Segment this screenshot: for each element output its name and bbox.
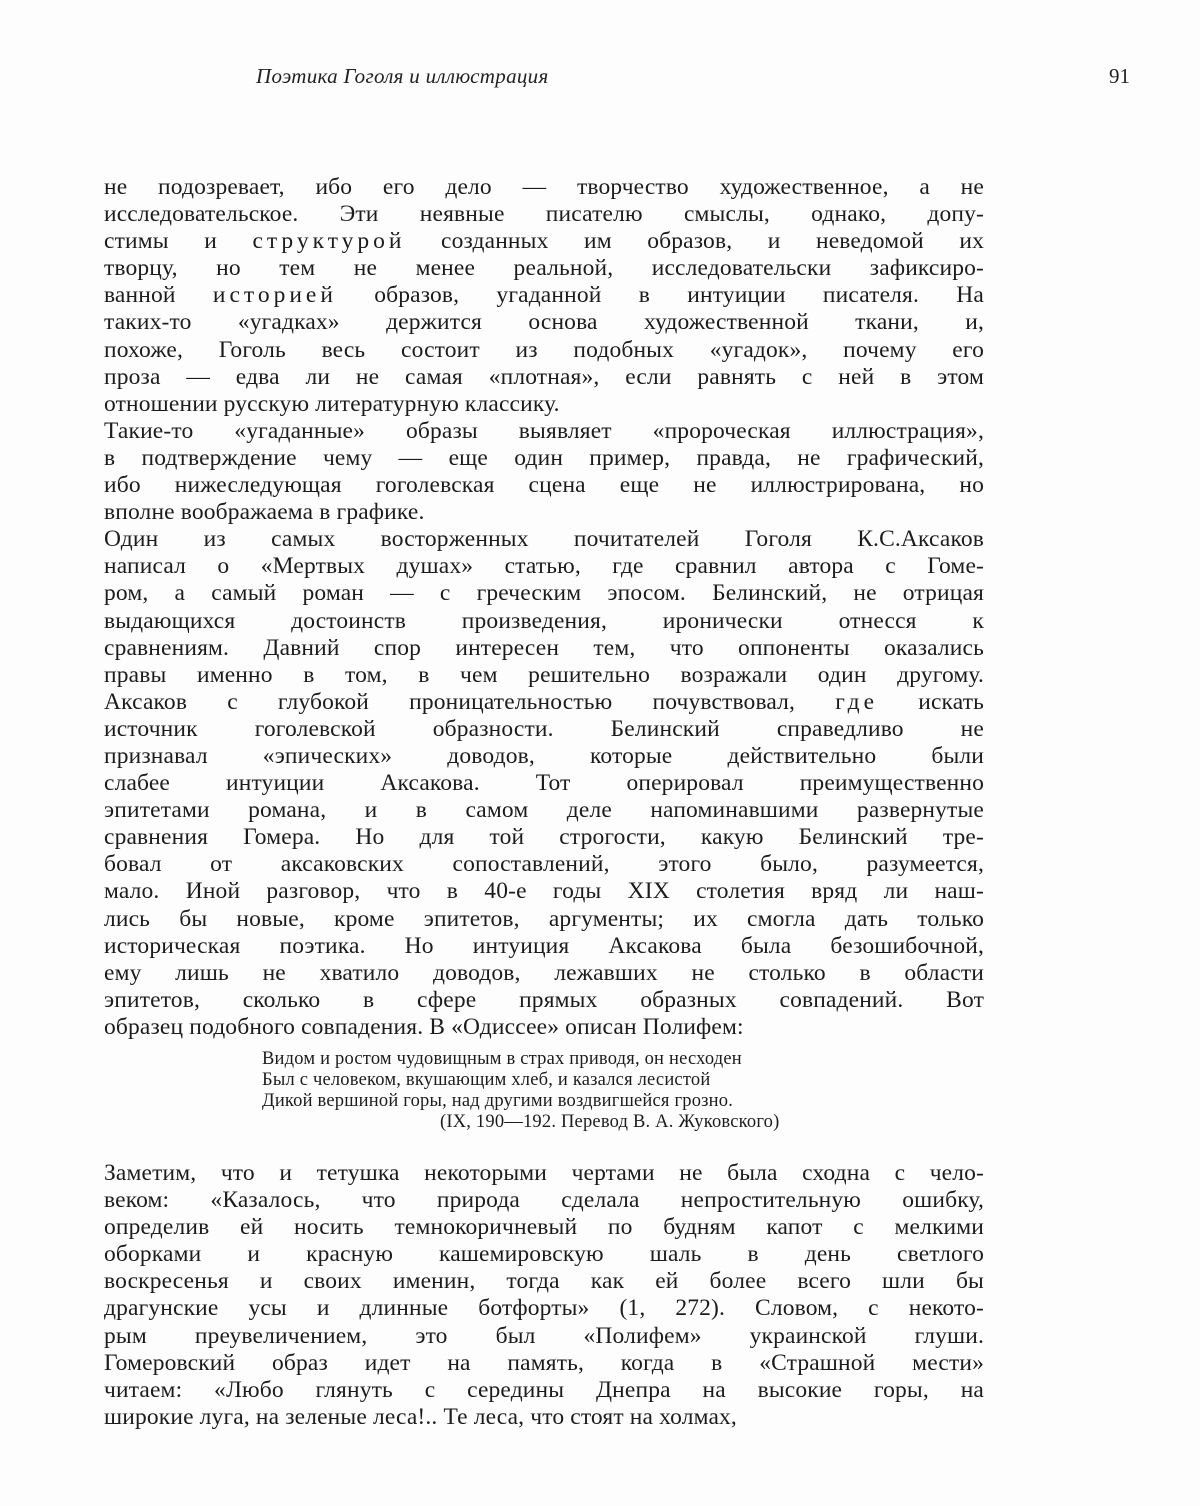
text-segment: Один из самых восторженных почитателей Гоголя К.С.Аксаков [104,526,984,553]
text-line [104,689,984,716]
text-segment: Гомеровский образ идет на память, когда в «Страшной мести» [104,1349,984,1376]
text-segment: Такие-то «угаданные» образы выявляет «пророческая иллюстрация», [104,417,984,444]
verse-source: (IX, 190—192. Перевод В. А. Жуковского) [440,1112,780,1132]
body-text-top [104,174,984,1041]
text-line [104,499,984,526]
text-line [104,933,984,960]
text-segment: проза — едва ли не самая «плотная», если равнять с ней в этом [104,363,984,390]
text-line [104,878,984,905]
verse-quote [262,1049,882,1133]
text-line [104,1323,984,1350]
paragraph [104,174,984,418]
text-segment: эпитетов, сколько в сфере прямых образных совпадений. Вот [104,986,984,1013]
text-segment: отношении русскую литературную классику. [104,390,560,417]
text-line [104,987,984,1014]
text-line [104,472,984,499]
text-segment: ему лишь не хватило доводов, лежавших не столько в области [104,959,984,986]
text-line [104,662,984,689]
text-segment: ибо нижеследующая гоголевская сцена еще не иллюстрирована, но [104,472,984,499]
text-line [104,851,984,878]
text-segment: в подтверждение чему — еще один пример, правда, не графический, [104,444,984,471]
text-segment: эпитетами романа, и в самом деле напоминавшими развернутые [104,797,984,824]
text-line [104,797,984,824]
text-segment: бовал от аксаковских сопоставлений, этого было, разумеется, [104,851,984,878]
text-line [104,282,984,309]
text-segment: стимы и [104,228,253,255]
text-segment: ванной [104,282,213,309]
text-segment: искать [878,688,984,715]
text-segment: созданных им образов, и неведомой их [405,228,984,255]
text-line [104,1404,984,1431]
text-segment: таких-то «угадках» держится основа художественной ткани, и, [104,309,984,336]
paragraph [104,418,984,526]
text-line [104,1241,984,1268]
text-segment: слабее интуиции Аксакова. Тот оперировал преимущественно [104,770,984,797]
text-segment: определив ей носить темнокоричневый по будням капот с мелкими [104,1214,984,1241]
text-segment: вполне воображаема в графике. [104,499,425,526]
text-line [104,391,984,418]
text-segment: рым преувеличением, это был «Полифем» украинской глуши. [104,1322,984,1349]
text-segment: веком: «Казалось, что природа сделала непростительную ошибку, [104,1187,984,1214]
running-title: Поэтика Гоголя и иллюстрация [256,64,549,88]
text-segment: сравнениям. Давний спор интересен тем, что оппоненты оказались [104,634,984,661]
text-segment: сравнения Гомера. Но для той строгости, какую Белинский тре- [104,824,984,851]
text-segment: лись бы новые, кроме эпитетов, аргументы; их смогла дать только [104,905,984,932]
text-segment: похоже, Гоголь весь состоит из подобных «угадок», почему его [104,336,984,363]
text-line [104,770,984,797]
text-segment: исследовательское. Эти неявные писателю смыслы, однако, допу- [104,201,984,228]
text-segment: читаем: «Любо глянуть с середины Днепра на высокие горы, на [104,1376,984,1403]
text-segment: историческая поэтика. Но интуиция Аксакова была безошибочной, [104,932,984,959]
text-line [104,906,984,933]
text-line [104,445,984,472]
text-segment: написал о «Мертвых душах» статью, где сравнил автора с Гоме- [104,553,984,580]
emphasis-spaced: где [835,688,879,715]
text-line [104,824,984,851]
text-line [104,1214,984,1241]
paragraph [104,526,984,1041]
text-line [104,1268,984,1295]
text-line [104,526,984,553]
text-line [104,364,984,391]
text-line [104,174,984,201]
verse-line: Был с человеком, вкушающим хлеб, и казался лесистой [262,1070,711,1090]
text-line [104,743,984,770]
text-line [104,309,984,336]
text-line [104,1377,984,1404]
text-segment: правы именно в том, в чем решительно возражали один другому. [104,661,984,688]
paragraph [104,1160,984,1431]
page-number: 91 [1109,64,1130,88]
text-line [104,255,984,282]
text-line [104,1187,984,1214]
text-line [104,201,984,228]
text-segment: выдающихся достоинств произведения, иронически отнесся к [104,607,984,634]
text-segment: Заметим, что и тетушка некоторыми чертами не была сходна с чело- [104,1160,984,1186]
emphasis-spaced: историей [212,282,337,309]
text-line [104,228,984,255]
verse-line: Видом и ростом чудовищным в страх приводя, он несходен [262,1049,742,1069]
text-line [104,608,984,635]
text-segment: воскресенья и своих именин, тогда как ей более всего шли бы [104,1268,984,1295]
body-text-bottom [104,1160,984,1431]
text-line [104,1295,984,1322]
text-line [104,418,984,445]
text-segment: мало. Иной разговор, что в 40-е годы XIX столетия вряд ли наш- [104,878,984,905]
text-line [104,1350,984,1377]
text-segment: образов, угаданной в интуиции писателя. На [336,282,985,309]
verse-line: Дикой вершиной горы, над другими воздвигшейся грозно. [262,1091,734,1111]
emphasis-spaced: структурой [252,228,406,255]
text-line [104,580,984,607]
text-segment: источник гоголевской образности. Белинский справедливо не [104,715,984,742]
text-segment: признавал «эпических» доводов, которые действительно были [104,742,984,769]
text-line [104,960,984,987]
text-line [104,635,984,662]
text-line [104,553,984,580]
text-segment: не подозревает, ибо его дело — творчество художественное, а не [104,174,984,200]
text-line [104,1160,984,1187]
text-segment: образец подобного совпадения. В «Одиссее» описан Полифем: [104,1013,744,1040]
text-line [104,716,984,743]
text-line [104,1014,984,1041]
text-segment: Аксаков с глубокой проницательностью почувствовал, [104,688,836,715]
text-segment: драгунские усы и длинные ботфорты» (1, 272). Словом, с некото- [104,1295,984,1322]
text-line [104,337,984,364]
text-segment: оборками и красную кашемировскую шаль в день светлого [104,1241,984,1268]
text-segment: широкие луга, на зеленые леса!.. Те леса, что стоят на холмах, [104,1403,737,1430]
text-segment: ром, а самый роман — с греческим эпосом. Белинский, не отрицая [104,580,984,607]
text-segment: творцу, но тем не менее реальной, исследовательски зафиксиро- [104,255,984,282]
